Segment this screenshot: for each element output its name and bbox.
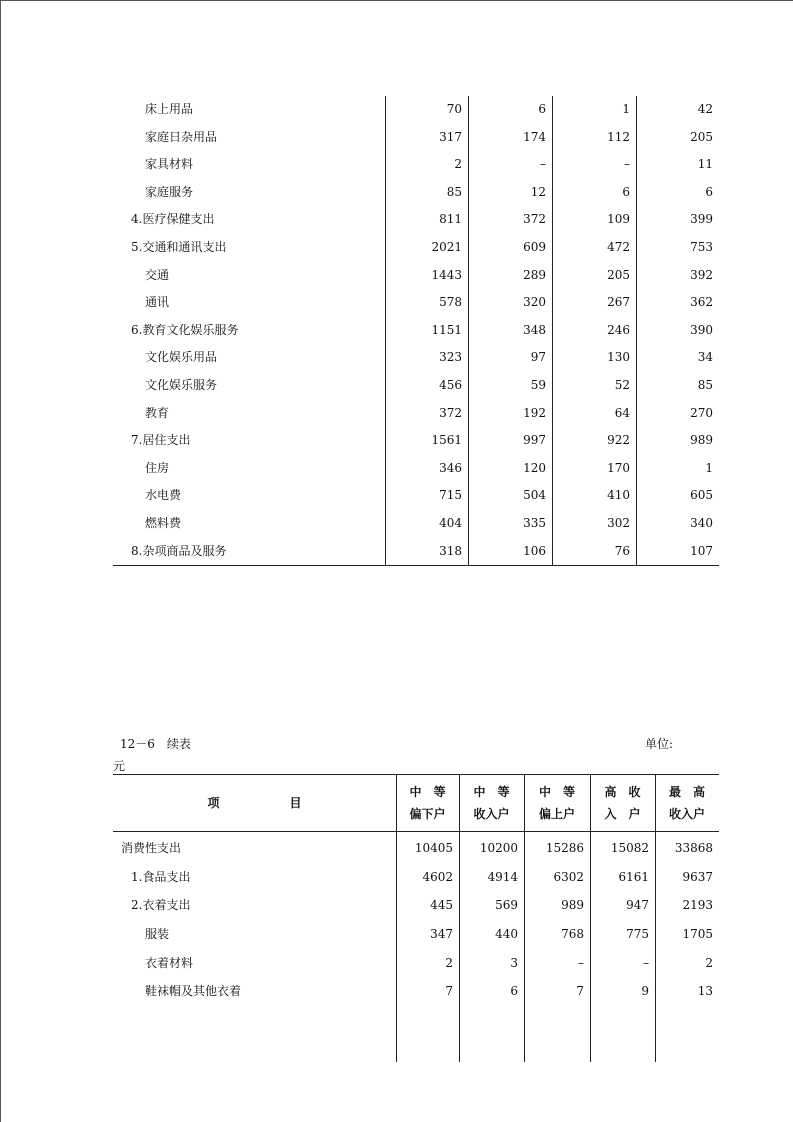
page-border-left [0,0,1,1122]
value-cell: 753 [690,239,713,254]
table-row [113,949,719,978]
value-cell: 59 [530,377,546,392]
row-label: 床上用品 [145,102,194,116]
row-label: 1.食品支出 [131,869,191,884]
value-cell: 715 [439,488,462,503]
value-cell: 174 [523,129,546,144]
value-cell: 404 [439,515,462,530]
value-cell: 106 [523,543,546,558]
page-border-top [0,0,793,1]
value-cell: 13 [697,984,713,999]
header-line2: 入 户 [604,807,641,821]
header-col-highest [655,775,719,831]
row-label: 教育 [145,405,170,420]
value-cell: 348 [523,322,546,337]
table-row [113,372,719,400]
table-caption: 12－6 续表 [120,737,191,751]
value-cell: 109 [607,212,630,227]
table-row [113,977,719,1006]
value-cell: 440 [495,927,518,942]
row-label: 消费性支出 [121,841,182,855]
value-cell: 9 [641,984,649,999]
value-cell: 270 [690,405,713,420]
value-cell: 76 [614,543,630,558]
value-cell: 34 [697,350,713,365]
table-row [113,289,719,317]
table2-body [113,834,719,1062]
value-cell: 504 [523,488,546,503]
row-label: 文化娱乐用品 [145,350,218,365]
value-cell: 323 [439,350,462,365]
value-cell: 335 [523,515,546,530]
value-cell: 372 [439,405,462,420]
value-cell: 130 [607,350,630,365]
value-cell: 922 [607,433,630,448]
value-cell: 768 [561,927,584,942]
value-cell: 456 [439,377,462,392]
header-line2: 偏上户 [538,807,575,821]
header-line1: 最 高 [668,785,705,799]
row-label: 通讯 [145,295,170,310]
value-cell: 246 [607,322,630,337]
value-cell: 578 [439,295,462,310]
value-cell: 4914 [487,869,518,884]
value-cell: 10200 [479,841,518,855]
row-label: 水电费 [145,488,182,503]
value-cell: 15082 [610,841,649,855]
expenditure-table-income-groups [113,774,719,1062]
value-cell: 2 [445,955,453,970]
value-cell: 64 [614,405,630,420]
header-line1: 高 收 [604,785,641,799]
table-row [113,538,719,566]
value-cell: 989 [561,898,584,913]
table-row [113,234,719,262]
value-cell: 6 [705,184,713,199]
value-cell: 112 [607,129,630,144]
value-cell: 399 [690,212,713,227]
value-cell: 997 [523,433,546,448]
row-label: 燃料费 [145,515,182,530]
expenditure-table-continued [113,96,719,566]
value-cell: 989 [690,433,713,448]
value-cell: 605 [690,488,713,503]
value-cell: 11 [697,157,713,172]
table-row [113,400,719,428]
table-row [113,427,719,455]
value-cell: 9637 [682,869,713,884]
value-cell: 1705 [682,927,713,942]
row-label: 4.医疗保健支出 [131,212,215,227]
table-row [113,920,719,949]
table-row [113,510,719,538]
header-line2: 收入户 [668,807,705,821]
value-cell: 1 [705,460,713,475]
value-cell: 6161 [618,869,649,884]
table-row [113,891,719,920]
value-cell: 3 [510,955,518,970]
value-cell: 107 [690,543,713,558]
table-row [113,151,719,179]
table-row [113,179,719,207]
value-cell: 1561 [431,433,462,448]
row-label: 家庭服务 [145,184,194,199]
value-cell: 6 [538,102,546,116]
value-cell: 317 [439,129,462,144]
value-cell: 1443 [431,267,462,282]
value-cell: 775 [626,927,649,942]
value-cell: 170 [607,460,630,475]
value-cell: 10405 [414,841,453,855]
value-cell: 340 [690,515,713,530]
value-cell: 1 [622,102,630,116]
value-cell: 7 [445,984,453,999]
table-row [113,317,719,345]
value-cell: 33868 [674,841,713,855]
value-cell: 569 [495,898,518,913]
header-item [113,775,396,831]
table1-body [113,96,719,566]
row-label: 家庭日杂用品 [145,129,218,144]
table-row [113,262,719,290]
value-cell: 472 [607,239,630,254]
header-col-upper-middle [524,775,590,831]
header-line2: 收入户 [473,807,510,821]
table-row [113,344,719,372]
value-cell: 609 [523,239,546,254]
value-cell: 6 [622,184,630,199]
header-item-left: 项 [207,796,220,810]
header-item-right: 目 [289,796,302,810]
value-cell: 2 [454,157,462,172]
value-cell: 192 [523,405,546,420]
value-cell: 302 [607,515,630,530]
table-row [113,96,719,124]
row-label: 文化娱乐服务 [145,377,218,392]
header-col-high [590,775,655,831]
value-cell: 318 [439,543,462,558]
value-cell: 2193 [682,898,713,913]
table-row [113,206,719,234]
value-cell: 205 [690,129,713,144]
value-cell: 2 [705,955,713,970]
row-label: 住房 [145,460,170,475]
row-label: 衣着材料 [145,955,194,970]
header-col-lower-middle [396,775,459,831]
row-label: 交通 [145,267,170,282]
value-cell: 811 [439,212,462,227]
header-line2: 偏下户 [409,807,446,821]
value-cell: 42 [697,102,713,116]
value-cell: – [578,955,584,970]
value-cell: 85 [697,377,713,392]
row-label: 7.居住支出 [131,433,191,448]
header-col-middle [459,775,524,831]
header-line1: 中 等 [409,785,446,799]
value-cell: 372 [523,212,546,227]
value-cell: 320 [523,295,546,310]
value-cell: 289 [523,267,546,282]
unit-label: 单位: [645,737,674,751]
header-line1: 中 等 [538,785,575,799]
value-cell: 7 [576,984,584,999]
value-cell: 52 [614,377,630,392]
table-row [113,863,719,892]
value-cell: 347 [430,927,453,942]
value-cell: 6302 [553,869,584,884]
table-row [113,834,719,863]
value-cell: 390 [690,322,713,337]
value-cell: 2021 [431,239,462,254]
value-cell: 445 [430,898,453,913]
row-label: 2.衣着支出 [131,898,191,913]
value-cell: 410 [607,488,630,503]
row-label: 8.杂项商品及服务 [131,543,227,558]
value-cell: 12 [530,184,546,199]
table-row [113,482,719,510]
value-cell: 267 [607,295,630,310]
row-label: 服装 [145,927,170,942]
value-cell: 97 [530,350,546,365]
row-label: 5.交通和通讯支出 [131,239,227,254]
header-line1: 中 等 [473,785,510,799]
table-row [113,124,719,152]
value-cell: 205 [607,267,630,282]
value-cell: 70 [446,102,462,116]
value-cell: 85 [446,184,462,199]
table-row [113,455,719,483]
value-cell: 362 [690,295,713,310]
value-cell: 15286 [545,841,584,855]
row-label: 鞋袜帽及其他衣着 [145,984,242,999]
value-cell: 1151 [431,322,462,337]
value-cell: – [540,157,546,172]
value-cell: 120 [523,460,546,475]
value-cell: 346 [439,460,462,475]
value-cell: 6 [510,984,518,999]
row-label: 6.教育文化娱乐服务 [131,322,239,337]
value-cell: 392 [690,267,713,282]
value-cell: – [643,955,649,970]
value-cell: 4602 [422,869,453,884]
table2-header [113,775,719,832]
value-cell: – [624,157,630,172]
unit-value: 元 [113,759,126,773]
row-label: 家具材料 [145,157,194,172]
value-cell: 947 [626,898,649,913]
